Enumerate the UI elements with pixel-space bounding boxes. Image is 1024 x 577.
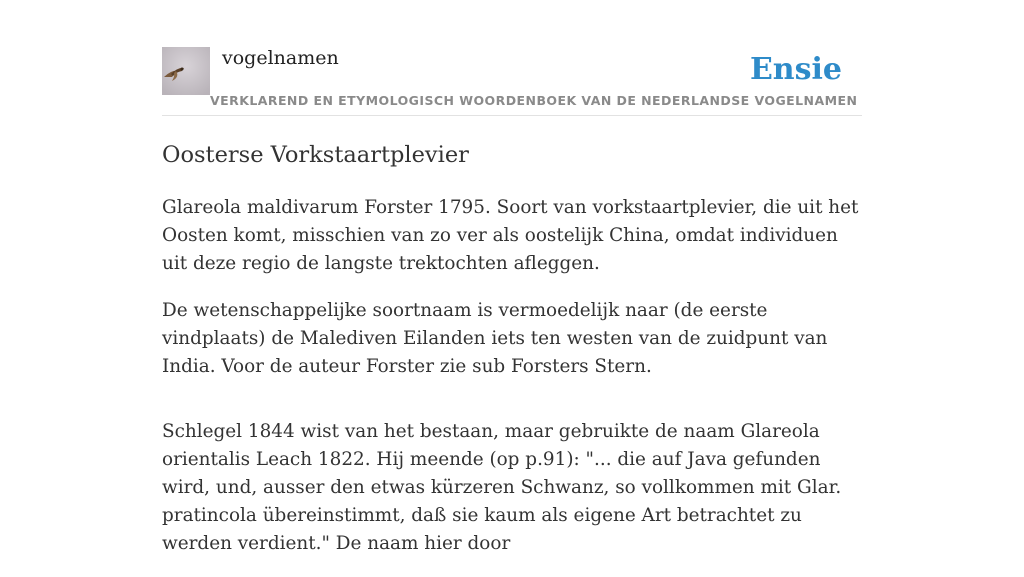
article-title: Oosterse Vorkstaartplevier	[162, 142, 469, 168]
article-paragraph: Glareola maldivarum Forster 1795. Soort van vorkstaartplevier, die uit het Oosten komt, misschien van zo ver als oostelijk China, omdat individuen uit deze regio de langste trektochten afleggen.	[162, 197, 859, 274]
site-name[interactable]: vogelnamen	[222, 47, 339, 69]
ensie-logo[interactable]: Ensie	[749, 52, 842, 87]
article-paragraph: Schlegel 1844 wist van het bestaan, maar gebruikte de naam Glareola orientalis Leach 1822. Hij meende (op p.91): "... die auf Java gefunden wird, und, ausser den etwas kürzeren Schwanz, so vollkommen mit Glar. pratincola übereinstimmt, daß sie kaum als eigene Art betrachtet zu werden verdient." De naam hier door	[162, 421, 842, 554]
bird-avatar[interactable]	[162, 47, 210, 95]
article-paragraph: De wetenschappelijke soortnaam is vermoedelijk naar (de eerste vindplaats) de Malediven Eilanden iets ten westen van de zuidpunt van India. Voor de auteur Forster zie sub Forsters Stern.	[162, 300, 828, 377]
bird-photo-icon	[162, 47, 210, 95]
article	[162, 136, 864, 577]
header-divider	[162, 115, 862, 116]
site-header	[162, 46, 862, 116]
site-tagline: VERKLAREND EN ETYMOLOGISCH WOORDENBOEK VAN DE NEDERLANDSE VOGELNAMEN	[210, 93, 858, 108]
